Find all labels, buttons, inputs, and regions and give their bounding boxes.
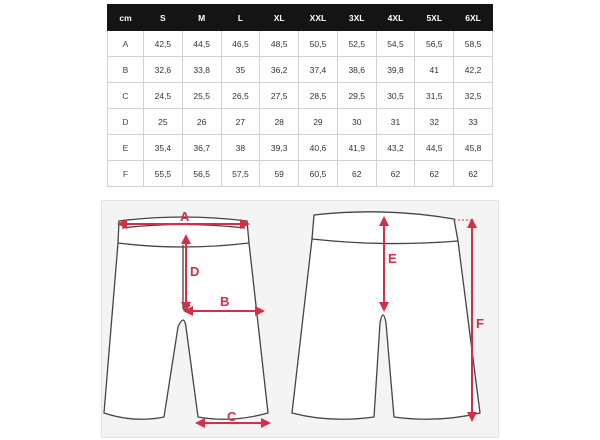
table-cell: 43,2 <box>376 135 415 161</box>
shorts-back <box>292 212 480 419</box>
table-cell: 58,5 <box>454 31 493 57</box>
table-cell: 30,5 <box>376 83 415 109</box>
row-label: D <box>108 109 144 135</box>
table-row <box>108 109 493 135</box>
table-cell: 54,5 <box>376 31 415 57</box>
table-cell: 62 <box>454 161 493 187</box>
table-cell: 56,5 <box>415 31 454 57</box>
table-cell: 26,5 <box>221 83 260 109</box>
size-chart-table <box>107 4 493 187</box>
table-cell: 62 <box>376 161 415 187</box>
table-cell: 35,4 <box>144 135 183 161</box>
table-cell: 44,5 <box>182 31 221 57</box>
table-cell: 30 <box>337 109 376 135</box>
table-cell: 33,8 <box>182 57 221 83</box>
table-cell: 29 <box>299 109 338 135</box>
measure-label-c: C <box>227 409 237 424</box>
table-cell: 39,8 <box>376 57 415 83</box>
header-size: XL <box>260 5 299 31</box>
header-size: 6XL <box>454 5 493 31</box>
table-cell: 41,9 <box>337 135 376 161</box>
table-cell: 45,8 <box>454 135 493 161</box>
table-cell: 56,5 <box>182 161 221 187</box>
table-cell: 29,5 <box>337 83 376 109</box>
header-size: XXL <box>299 5 338 31</box>
table-cell: 33 <box>454 109 493 135</box>
table-row <box>108 135 493 161</box>
table-cell: 42,2 <box>454 57 493 83</box>
table-cell: 62 <box>415 161 454 187</box>
table-cell: 24,5 <box>144 83 183 109</box>
table-cell: 50,5 <box>299 31 338 57</box>
table-cell: 57,5 <box>221 161 260 187</box>
measure-label-b: B <box>220 294 230 309</box>
table-cell: 32,5 <box>454 83 493 109</box>
table-cell: 25,5 <box>182 83 221 109</box>
measure-label-e: E <box>388 251 397 266</box>
table-cell: 62 <box>337 161 376 187</box>
table-row <box>108 57 493 83</box>
header-size: 4XL <box>376 5 415 31</box>
header-size: S <box>144 5 183 31</box>
measure-label-a: A <box>180 209 190 224</box>
row-label: C <box>108 83 144 109</box>
table-cell: 25 <box>144 109 183 135</box>
table-cell: 37,4 <box>299 57 338 83</box>
table-cell: 36,2 <box>260 57 299 83</box>
table-cell: 48,5 <box>260 31 299 57</box>
table-cell: 28 <box>260 109 299 135</box>
table-cell: 44,5 <box>415 135 454 161</box>
table-cell: 38 <box>221 135 260 161</box>
table-cell: 28,5 <box>299 83 338 109</box>
table-cell: 36,7 <box>182 135 221 161</box>
table-cell: 35 <box>221 57 260 83</box>
table-row <box>108 83 493 109</box>
row-label: A <box>108 31 144 57</box>
table-cell: 32 <box>415 109 454 135</box>
table-cell: 38,6 <box>337 57 376 83</box>
table-cell: 59 <box>260 161 299 187</box>
measurement-diagram <box>101 200 499 438</box>
row-label: E <box>108 135 144 161</box>
table-cell: 26 <box>182 109 221 135</box>
header-size: L <box>221 5 260 31</box>
row-label: F <box>108 161 144 187</box>
table-cell: 40,6 <box>299 135 338 161</box>
table-cell: 55,5 <box>144 161 183 187</box>
measure-label-d: D <box>190 264 200 279</box>
table-cell: 39,3 <box>260 135 299 161</box>
table-row <box>108 161 493 187</box>
header-size: 5XL <box>415 5 454 31</box>
table-cell: 31 <box>376 109 415 135</box>
measure-label-f: F <box>476 316 484 331</box>
table-cell: 27 <box>221 109 260 135</box>
table-cell: 31,5 <box>415 83 454 109</box>
table-cell: 46,5 <box>221 31 260 57</box>
table-cell: 32,6 <box>144 57 183 83</box>
table-row <box>108 31 493 57</box>
row-label: B <box>108 57 144 83</box>
header-size: 3XL <box>337 5 376 31</box>
header-unit: cm <box>108 5 144 31</box>
table-cell: 41 <box>415 57 454 83</box>
shorts-diagram-svg <box>102 201 500 439</box>
header-row <box>108 5 493 31</box>
table-cell: 42,5 <box>144 31 183 57</box>
table-cell: 52,5 <box>337 31 376 57</box>
table-cell: 27,5 <box>260 83 299 109</box>
header-size: M <box>182 5 221 31</box>
table-cell: 60,5 <box>299 161 338 187</box>
